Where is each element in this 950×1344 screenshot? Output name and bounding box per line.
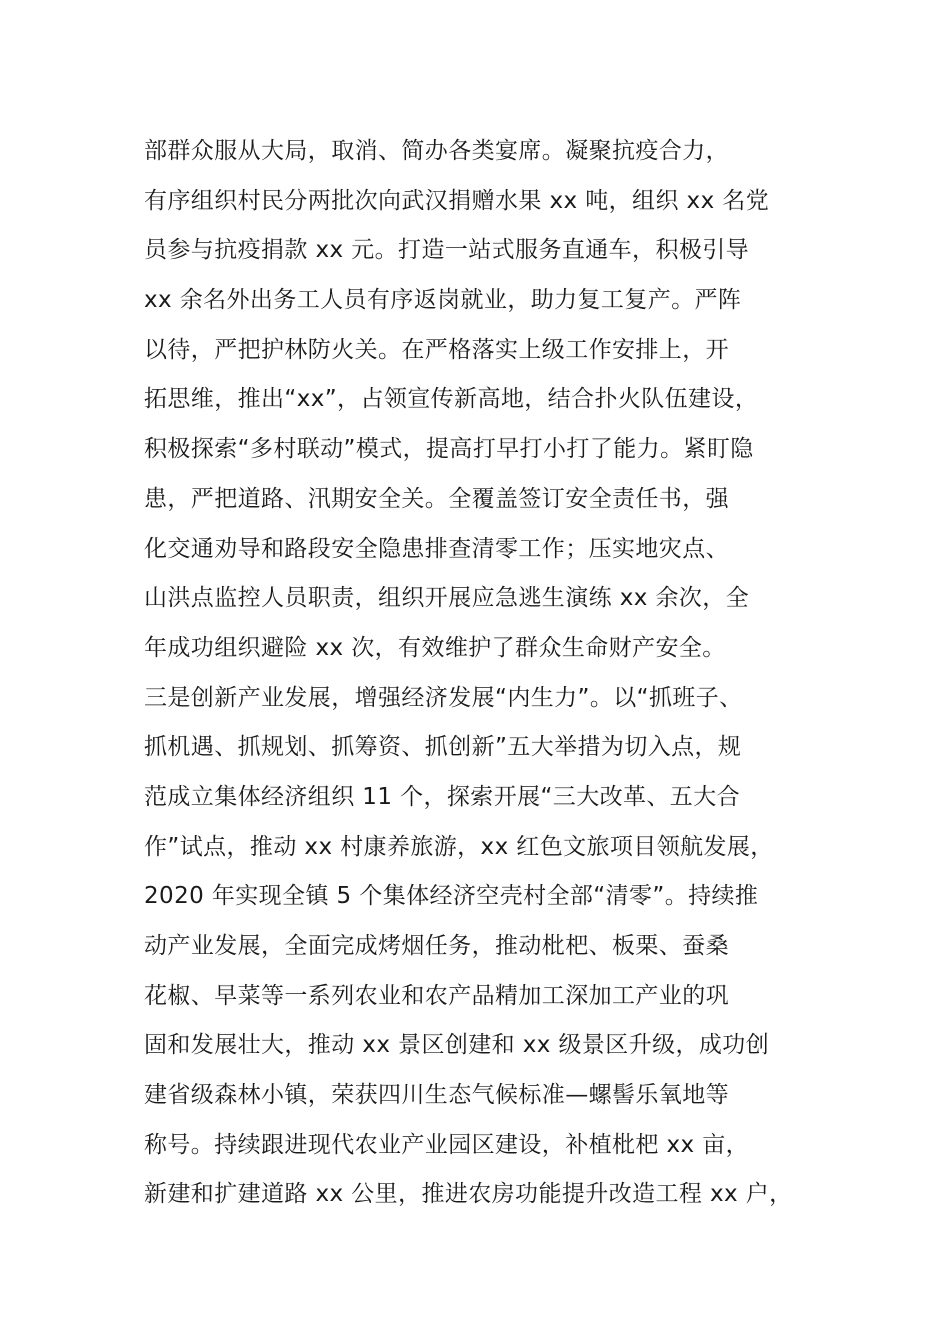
text-line: 2020 年实现全镇 5 个集体经济空壳村全部“清零”。持续推 — [144, 883, 759, 910]
text-line: 部群众服从大局，取消、简办各类宴席。凝聚抗疫合力， — [144, 138, 729, 164]
text-line: 建省级森林小镇，荣获四川生态气候标准—螺髻乐氧地等 — [144, 1082, 729, 1109]
text-line: 山洪点监控人员职责，组织开展应急逃生演练 xx 余次，全 — [144, 585, 750, 612]
text-line: 化交通劝导和路段安全隐患排查清零工作；压实地灾点、 — [144, 535, 729, 562]
text-line: 有序组织村民分两批次向武汉捐赠水果 xx 吨，组织 xx 名党 — [144, 187, 770, 214]
text-line: 抓机遇、抓规划、抓筹资、抓创新”五大举措为切入点，规 — [144, 734, 742, 761]
text-line: 花椒、早菜等一系列农业和农产品精加工深加工产业的巩 — [144, 982, 729, 1009]
text-line: 员参与抗疫捐款 xx 元。打造一站式服务直通车，积极引导 — [144, 237, 750, 264]
text-line: 称号。持续跟进现代农业产业园区建设，补植枇杷 xx 亩， — [144, 1131, 750, 1158]
text-line: xx 余名外出务工人员有序返岗就业，助力复工复产。严阵 — [144, 287, 742, 314]
text-line: 积极探索“多村联动”模式，提高打早打小打了能力。紧盯隐 — [144, 436, 754, 463]
text-line: 三是创新产业发展，增强经济发展“内生力”。以“抓班子、 — [144, 684, 743, 711]
text-line: 固和发展壮大，推动 xx 景区创建和 xx 级景区升级，成功创 — [144, 1032, 770, 1059]
text-line: 作”试点，推动 xx 村康养旅游，xx 红色文旅项目领航发展， — [144, 833, 774, 860]
text-line: 范成立集体经济组织 11 个，探索开展“三大改革、五大合 — [144, 783, 741, 810]
text-line: 新建和扩建道路 xx 公里，推进农房功能提升改造工程 xx 户， — [144, 1181, 793, 1208]
text-line: 以待，严把护林防火关。在严格落实上级工作安排上，开 — [144, 336, 729, 363]
text-line: 年成功组织避险 xx 次，有效维护了群众生命财产安全。 — [144, 634, 726, 661]
text-line: 动产业发展，全面完成烤烟任务，推动枇杷、板栗、蚕桑 — [144, 933, 729, 959]
text-line: 患，严把道路、汛期安全关。全覆盖签订安全责任书，强 — [144, 485, 729, 512]
text-line: 拓思维，推出“xx”，占领宣传新高地，结合扑火队伍建设， — [144, 386, 759, 413]
document-body — [144, 127, 844, 1220]
